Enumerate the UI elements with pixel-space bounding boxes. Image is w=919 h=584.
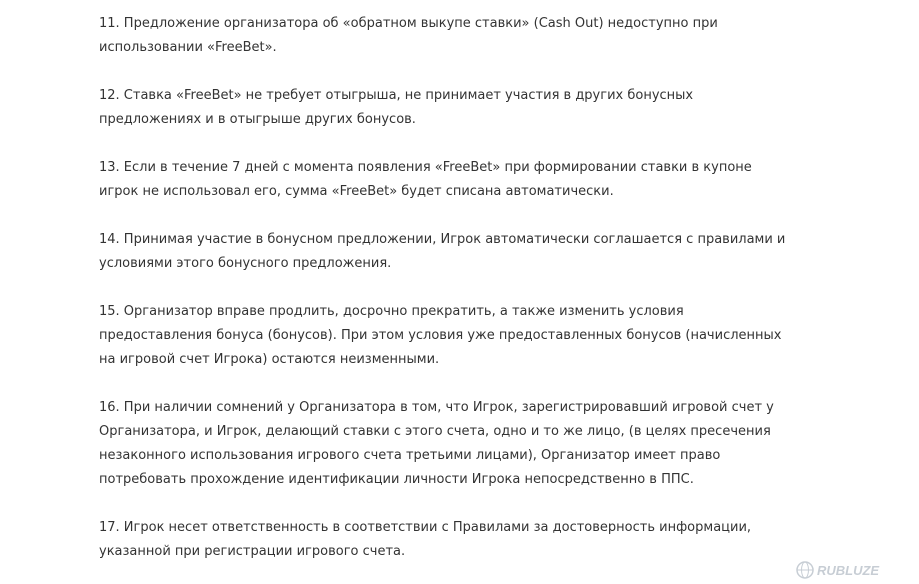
globe-icon bbox=[797, 562, 813, 578]
terms-paragraph-15: 15. Организатор вправе продлить, досрочно прекратить, а также изменить условия предоставления бонуса (бонусов). При этом условия уже предоставленных бонусов (начисленных на игровой счет Игрока) остаются неизменными. bbox=[99, 304, 782, 367]
terms-paragraph-11: 11. Предложение организатора об «обратном выкупе ставки» (Cash Out) недоступно при использовании «FreeBet». bbox=[99, 16, 718, 55]
terms-paragraph-13: 13. Если в течение 7 дней с момента появления «FreeBet» при формировании ставки в купоне игрок не использовал его, сумма «FreeBet» будет списана автоматически. bbox=[99, 160, 752, 199]
terms-paragraph-12: 12. Ставка «FreeBet» не требует отыгрыша, не принимает участия в других бонусных предложениях и в отыгрыше других бонусов. bbox=[99, 88, 694, 127]
site-watermark-logo bbox=[795, 559, 913, 581]
watermark-text: RUBLUZE bbox=[817, 563, 880, 578]
terms-paragraph-16: 16. При наличии сомнений у Организатора в том, что Игрок, зарегистрировавший игровой счет у Организатора, и Игрок, делающий ставки с этого счета, одно и то же лицо, (в целях пресечения незаконного использования игрового счета третьими лицами), Организатор имеет право потребовать прохождение идентификации личности Игрока непосредственно в ППС. bbox=[99, 400, 774, 487]
terms-text bbox=[99, 12, 799, 584]
terms-paragraph-14: 14. Принимая участие в бонусном предложении, Игрок автоматически соглашается с правилами и условиями этого бонусного предложения. bbox=[99, 232, 786, 271]
terms-paragraph-17: 17. Игрок несет ответственность в соответствии с Правилами за достоверность информации, указанной при регистрации игрового счета. bbox=[99, 520, 752, 559]
